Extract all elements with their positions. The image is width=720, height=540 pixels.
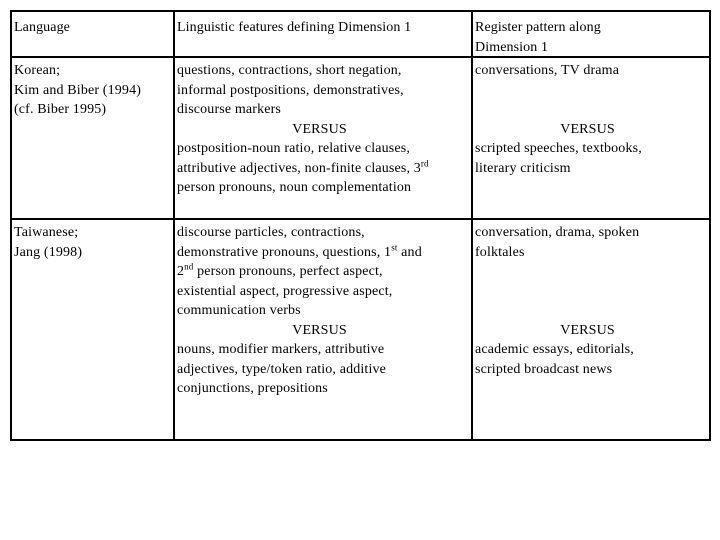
feature-line: adjectives, type/token ratio, additive: [177, 361, 387, 377]
language-line: Kim and Biber (1994): [14, 82, 142, 98]
ordinal-suffix: nd: [184, 261, 194, 272]
feature-line: informal postpositions, demonstratives,: [177, 82, 404, 98]
feature-line: discourse markers: [177, 102, 282, 117]
spacer: [475, 282, 700, 302]
versus-label: VERSUS: [560, 121, 615, 137]
spacer: [475, 81, 700, 101]
feature-text: person pronouns, perfect aspect,: [193, 264, 383, 279]
versus-label: VERSUS: [560, 322, 615, 338]
feature-line: existential aspect, progressive aspect,: [177, 283, 393, 299]
header-register: [475, 18, 601, 57]
register-line: academic essays, editorials,: [475, 342, 634, 357]
language-line: (cf. Biber 1995): [14, 102, 107, 117]
versus-label: VERSUS: [292, 121, 347, 137]
register-line: conversations, TV drama: [475, 63, 620, 78]
feature-line: [177, 262, 462, 282]
feature-text: and: [397, 244, 422, 260]
header-features: Linguistic features defining Dimension 1: [177, 20, 412, 35]
ordinal-suffix: st: [391, 241, 398, 252]
taiwanese-register-cell: [475, 223, 700, 379]
header-row-divider: [12, 56, 709, 58]
register-line: literary criticism: [475, 160, 571, 176]
feature-line: communication verbs: [177, 303, 301, 318]
feature-line: conjunctions, prepositions: [177, 381, 328, 396]
spacer: [475, 262, 700, 282]
korean-language-cell: [14, 61, 141, 120]
language-line: Jang (1998): [14, 244, 83, 260]
feature-text: 2: [177, 264, 185, 279]
feature-line: nouns, modifier markers, attributive: [177, 342, 385, 357]
korean-features-cell: [177, 61, 462, 198]
register-line: scripted speeches, textbooks,: [475, 141, 642, 156]
column-divider-2: [471, 12, 473, 439]
column-divider-1: [173, 12, 175, 439]
register-line: scripted broadcast news: [475, 361, 613, 377]
feature-line: discourse particles, contractions,: [177, 225, 365, 240]
feature-text: demonstrative pronouns, questions, 1: [177, 244, 392, 260]
register-line: conversation, drama, spoken: [475, 225, 640, 240]
header-language: Language: [14, 20, 70, 35]
feature-line: [177, 243, 462, 263]
language-line: Taiwanese;: [14, 225, 79, 240]
spacer: [475, 100, 700, 120]
feature-text: attributive adjectives, non-finite clauses, 3: [177, 160, 421, 176]
register-line: folktales: [475, 244, 525, 260]
language-line: Korean;: [14, 63, 61, 78]
row-divider: [12, 218, 709, 220]
versus-label: VERSUS: [292, 322, 347, 338]
feature-line: person pronouns, noun complementation: [177, 180, 412, 195]
feature-line: [177, 159, 462, 179]
spacer: [475, 301, 700, 321]
korean-register-cell: [475, 61, 700, 178]
taiwanese-features-cell: [177, 223, 462, 399]
feature-line: postposition-noun ratio, relative clauses,: [177, 141, 410, 156]
header-register-line-1: Register pattern along: [475, 20, 601, 35]
feature-line: questions, contractions, short negation,: [177, 63, 402, 78]
header-register-line-2: Dimension 1: [475, 39, 549, 55]
taiwanese-language-cell: [14, 223, 82, 262]
ordinal-suffix: rd: [420, 157, 429, 168]
